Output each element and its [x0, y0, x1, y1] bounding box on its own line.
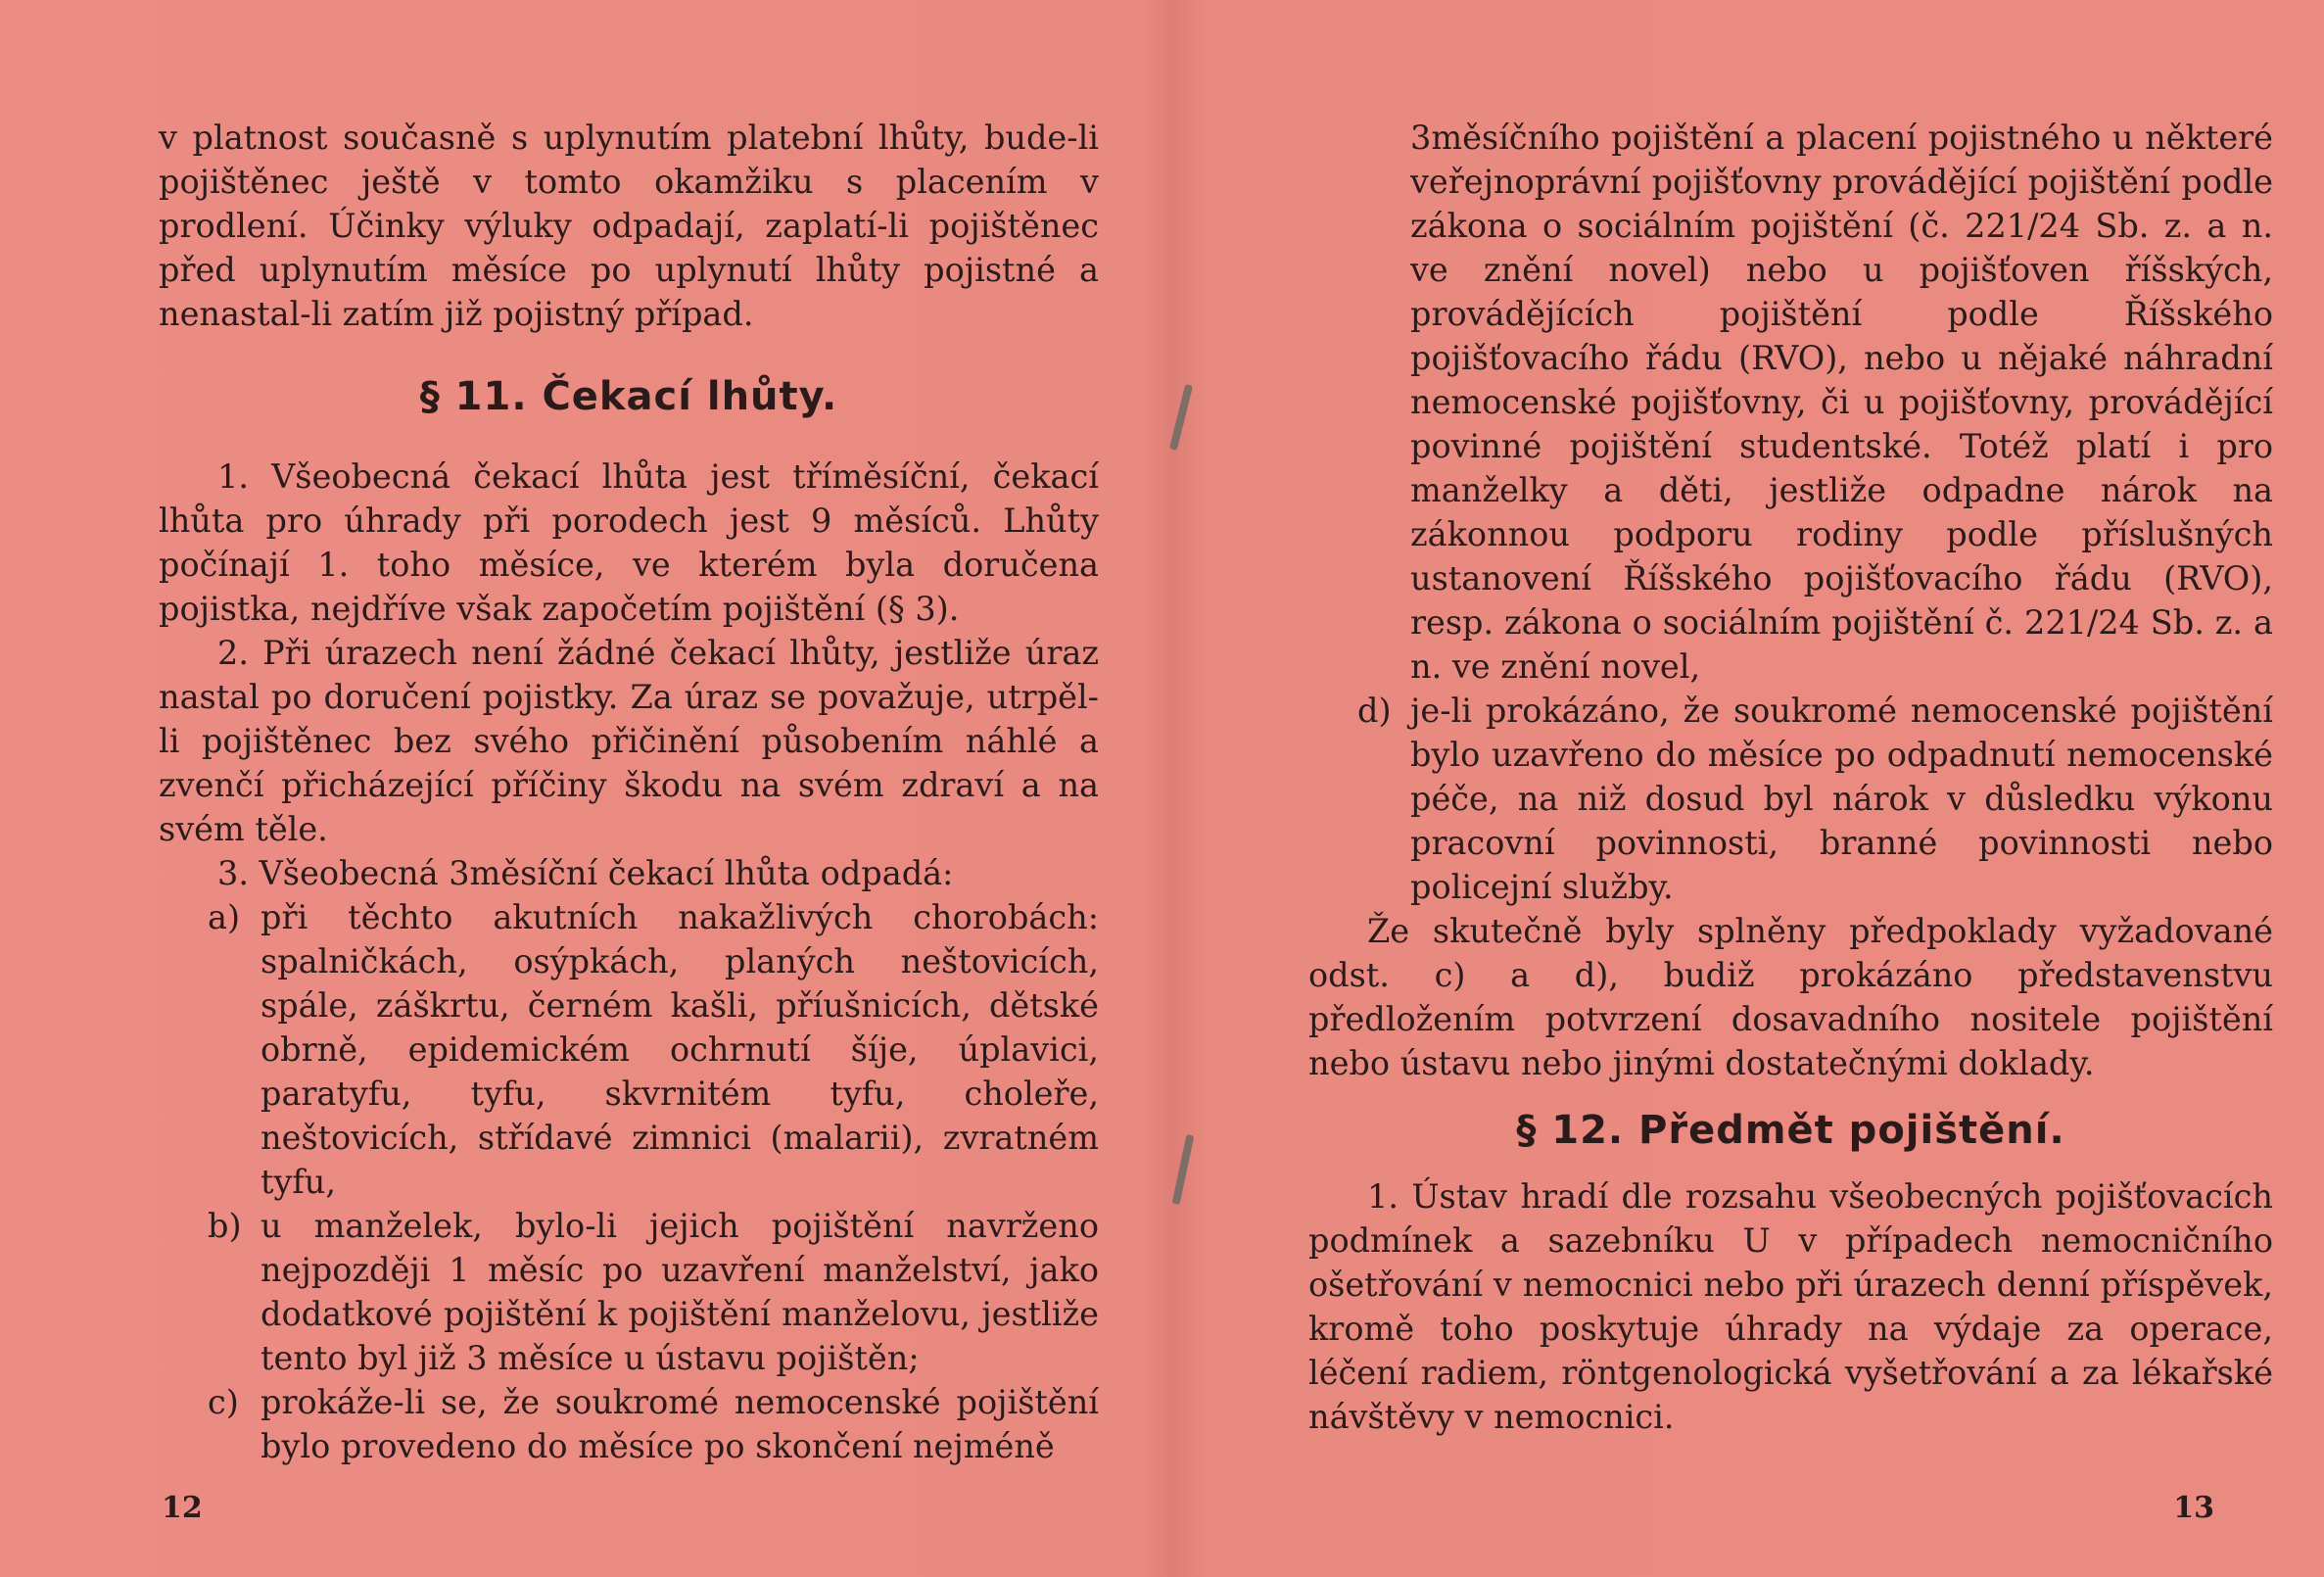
list-text: při těchto akutních nakažlivých chorobách: spalničkách, osýpkách, planých neštovicích, spále, záškrtu, černém kašli, příušnicích, dětské obrně, epidemickém ochrnutí šíje, úplavici, paratyfu, tyfu, skvrnitém tyfu, choleře, neštovicích, střídavé zimnici (malarii), zvratném tyfu, [261, 898, 1099, 1201]
list-item-b [208, 1204, 1099, 1380]
left-text-column [159, 116, 1099, 1468]
list-item-a [208, 895, 1099, 1204]
paragraph-2: 2. Při úrazech není žádné čekací lhůty, jestliže úraz nastal po doručení pojistky. Za úraz se považuje, utrpěl-li pojištěnec bez svého přičinění působením náhlé a zvenčí přicházející příčiny škodu na svém zdraví a na svém těle. [159, 634, 1099, 848]
proof-paragraph: Že skutečně byly splněny předpoklady vyžadované odst. c) a d), budiž prokázáno představenstvu předložením potvrzení dosavadního nositele pojištění nebo ústavu nebo jinými dostatečnými doklady. [1308, 912, 2273, 1082]
continued-item-c [1308, 116, 2273, 689]
list-marker: b) [208, 1207, 242, 1245]
intro-paragraph: v platnost současně s uplynutím platební lhůty, bude-li pojištěnec ještě v tomto okamžiku s placením v prodlení. Účinky výluky odpadají, zaplatí-li pojištěnec před uplynutím měsíce po uplynutí lhůty pojistné a nenastal-li zatím již pojistný případ. [159, 119, 1099, 333]
section-12-heading: § 12. Předmět pojištění. [1516, 1108, 2065, 1153]
list-marker: d) [1357, 692, 1392, 730]
list-item-d [1357, 689, 2273, 909]
list-text: prokáže-li se, že soukromé nemocenské pojištění bylo provedeno do měsíce po skončení nejméně [261, 1383, 1099, 1465]
paragraph-1: 1. Ústav hradí dle rozsahu všeobecných pojišťovacích podmínek a sazebníku U v případech nemocničního ošetřování v nemocnici nebo při úrazech denní příspěvek, kromě toho poskytuje úhrady na výdaje za operace, léčení radiem, röntgenologická vyšetřování a za lékařské návštěvy v nemocnici. [1308, 1177, 2273, 1436]
list-item-c [208, 1380, 1099, 1468]
list-marker: a) [208, 898, 241, 936]
paragraph-1: 1. Všeobecná čekací lhůta jest tříměsíční, čekací lhůta pro úhrady při porodech jest 9 měsíců. Lhůty počínají 1. toho měsíce, ve kterém byla doručena pojistka, nejdříve však započetím pojištění (§ 3). [159, 457, 1099, 628]
list-text: u manželek, bylo-li jejich pojištění navrženo nejpozději 1 měsíc po uzavření manželství, jako dodatkové pojištění k pojištění manželovu, jestliže tento byl již 3 měsíce u ústavu pojištěn; [261, 1207, 1099, 1377]
page-number: 13 [2173, 1491, 2214, 1525]
page-number: 12 [162, 1491, 203, 1525]
right-text-column [1308, 116, 2273, 1439]
list-marker: c) [208, 1383, 239, 1421]
list-text: je-li prokázáno, že soukromé nemocenské pojištění bylo uzavřeno do měsíce po odpadnutí nemocenské péče, na niž dosud byl nárok v důsledku výkonu pracovní povinnosti, branné povinnosti nebo policejní služby. [1410, 692, 2273, 906]
section-11-heading: § 11. Čekací lhůty. [419, 374, 838, 419]
continued-text: 3měsíčního pojištění a placení pojistného u některé veřejnoprávní pojišťovny provádějící pojištění podle zákona o sociálním pojištění (č. 221/24 Sb. z. a n. ve znění novel) nebo u pojišťoven říšských, provádějících pojištění podle Říšského pojišťovacího řádu (RVO), nebo u nějaké náhradní nemocenské pojišťovny, či u pojišťovny, provádějící povinné pojištění studentské. Totéž platí i pro manželky a děti, jestliže odpadne nárok na zákonnou podporu rodiny podle příslušných ustanovení Říšského pojišťovacího řádu (RVO), resp. zákona o sociálním pojištění č. 221/24 Sb. z. a n. ve znění novel, [1410, 119, 2273, 686]
right-page [1162, 0, 2324, 1577]
paragraph-3: 3. Všeobecná 3měsíční čekací lhůta odpadá: [217, 854, 954, 892]
